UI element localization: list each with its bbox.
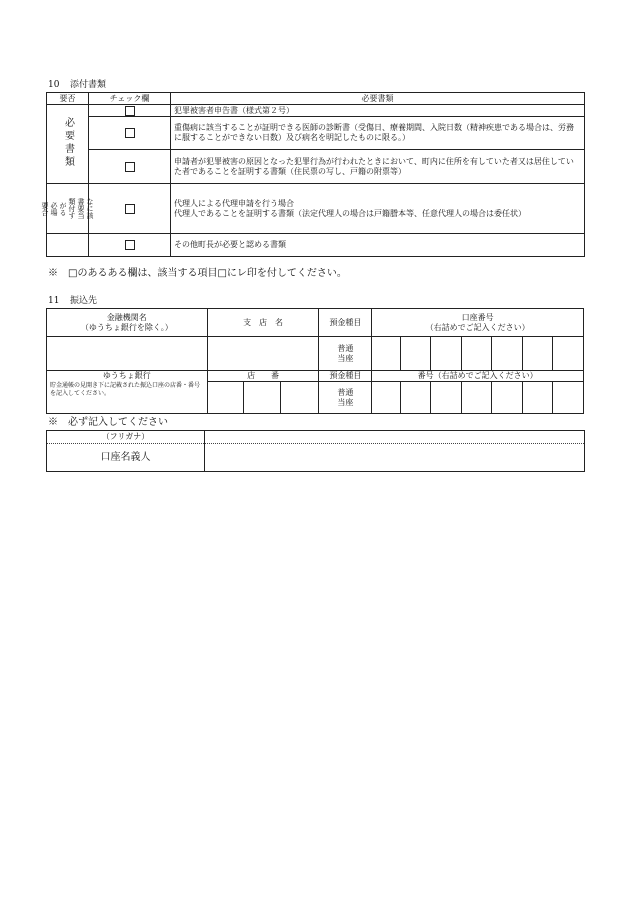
bank-input-row — [47, 337, 584, 371]
yucho-label: ゆうちょ銀行 — [47, 371, 208, 382]
furigana-label: （フリガナ） — [47, 431, 205, 444]
type-header: 預金種目 — [319, 309, 372, 337]
yucho-header-row — [47, 371, 584, 382]
account-digit-3[interactable] — [431, 337, 462, 371]
branch-header: 支 店 名 — [207, 309, 319, 337]
section-11-number: 11 — [48, 296, 60, 306]
attachment-row-2 — [47, 117, 585, 150]
holder-row — [47, 444, 585, 472]
number-digit-1[interactable] — [372, 382, 400, 414]
header-required: 要否 — [47, 93, 89, 105]
account-header: 口座番号 （右詰めでご記入ください） — [372, 309, 584, 337]
account-digit-5[interactable] — [492, 337, 523, 371]
yucho-type-header: 預金種目 — [319, 371, 372, 382]
furigana-field[interactable] — [205, 431, 585, 444]
number-header: 番号（右詰めでご記入ください） — [372, 371, 584, 382]
holder-table — [46, 430, 585, 472]
must-fill-note: ※ 必ず記入してください — [48, 417, 168, 428]
attachments-header-row — [47, 93, 585, 105]
store-digit-1[interactable] — [207, 382, 244, 414]
account-digit-1[interactable] — [372, 337, 400, 371]
bank-name-field[interactable] — [47, 337, 208, 371]
number-digit-5[interactable] — [492, 382, 523, 414]
section-10-title: 添付書類 — [70, 80, 107, 90]
checkbox-3[interactable] — [125, 162, 135, 172]
doc-text-1: 犯罪被害者申告書（様式第２号） — [171, 105, 585, 117]
number-digit-2[interactable] — [400, 382, 431, 414]
number-digit-3[interactable] — [431, 382, 462, 414]
bank-table — [46, 308, 584, 414]
section-11-heading — [48, 296, 97, 307]
store-digit-2[interactable] — [244, 382, 281, 414]
header-check: チェック欄 — [89, 93, 171, 105]
section-11-title: 振込先 — [70, 296, 98, 306]
header-docs: 必要書類 — [171, 93, 585, 105]
checkbox-1[interactable] — [125, 106, 135, 116]
required-label: 必要書類 — [62, 116, 74, 169]
account-digit-6[interactable] — [522, 337, 553, 371]
holder-field[interactable] — [205, 444, 585, 472]
doc-text-2: 重傷病に該当することが証明できる医師の診断書（受傷日、療養期間、入院日数（精神疾患である場合は、労務に服することができない日数）及び病名を明記したものに限る。） — [171, 117, 585, 150]
attachments-table — [41, 92, 585, 257]
doc-text-4: 代理人による代理申請を行う場合 代理人であることを証明する書類（法定代理人の場合は戸籍謄本等、任意代理人の場合は委任状） — [171, 184, 585, 234]
bank-header-row — [47, 309, 584, 337]
attachment-row-1 — [47, 105, 585, 117]
attachment-row-3 — [47, 150, 585, 184]
yucho-input-row — [47, 382, 584, 414]
bank-header: 金融機関名 （ゆうちょ銀行を除く。） — [47, 309, 208, 337]
branch-name-field[interactable] — [207, 337, 319, 371]
checkbox-5[interactable] — [125, 240, 135, 250]
yucho-desc: 貯金通帳の見開き下に記載された振込口座の店番・番号を記入してください。 — [47, 382, 208, 414]
section-10-heading — [48, 80, 106, 91]
conditional-label: なに該 書要当 類付す がる 必場 要合 — [41, 198, 94, 219]
furigana-row — [47, 431, 585, 444]
account-digit-4[interactable] — [461, 337, 492, 371]
holder-label: 口座名義人 — [47, 444, 205, 472]
store-digit-3[interactable] — [280, 382, 319, 414]
account-digit-2[interactable] — [400, 337, 431, 371]
checkbox-2[interactable] — [125, 128, 135, 138]
yucho-type-options[interactable]: 普通 当座 — [319, 382, 372, 414]
checkbox-4[interactable] — [125, 204, 135, 214]
store-header: 店 番 — [207, 371, 319, 382]
number-digit-7[interactable] — [553, 382, 584, 414]
number-digit-6[interactable] — [522, 382, 553, 414]
doc-text-5: その他町長が必要と認める書類 — [171, 234, 585, 257]
attachments-note: ※ □のあるある欄は、該当する項目□にレ印を付してください。 — [48, 268, 347, 279]
attachment-row-5 — [47, 234, 585, 257]
conditional-label-cell — [41, 184, 94, 234]
attachment-row-4 — [47, 184, 585, 234]
account-digit-7[interactable] — [553, 337, 584, 371]
doc-text-3: 申請者が犯罪被害の原因となった犯罪行為が行われたときにおいて、町内に住所を有していた者又は居住していた者であることを証明する書類（住民票の写し、戸籍の附票等） — [171, 150, 585, 184]
required-label-cell — [47, 105, 89, 184]
section-10-number: 10 — [48, 80, 60, 90]
type-options[interactable]: 普通 当座 — [319, 337, 372, 371]
number-digit-4[interactable] — [461, 382, 492, 414]
